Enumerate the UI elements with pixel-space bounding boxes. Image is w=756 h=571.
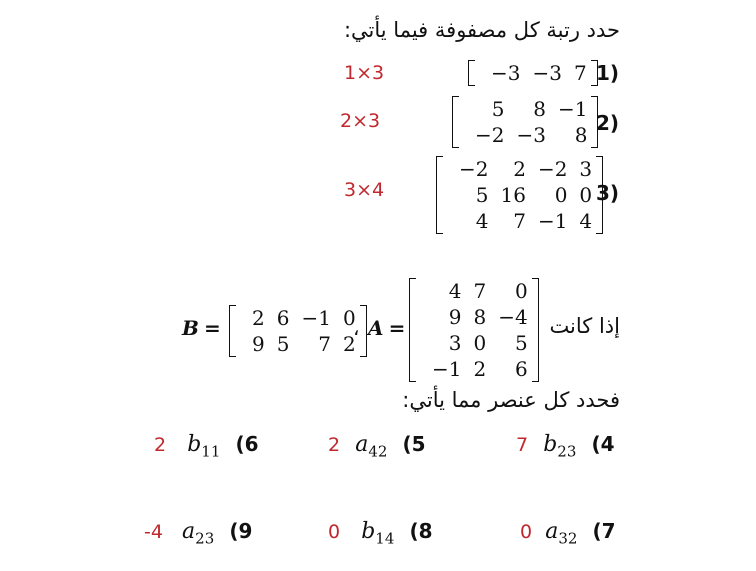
element-9-number: (9 [229, 519, 253, 543]
matrix-b-cell: 2 [342, 332, 356, 356]
matrix-3-cell: 2 [513, 157, 526, 181]
matrix-3-cell: 5 [475, 183, 489, 207]
element-6-sub: 11 [201, 442, 221, 461]
element-item-6 [154, 432, 259, 460]
matrix-a-cell: −4 [498, 305, 528, 329]
matrix-3-cell: 4 [475, 209, 489, 233]
matrix-a-cell: 2 [473, 357, 487, 381]
element-4-sub: 23 [557, 442, 577, 461]
element-item-4 [516, 432, 615, 460]
element-item-9 [144, 519, 252, 547]
problem-3-number: 3) [596, 181, 620, 205]
problem-2-answer: 2×3 [340, 110, 381, 132]
matrix-a-cell: 0 [473, 331, 487, 355]
matrix-b-cell: 7 [318, 332, 331, 356]
b-equals: = [204, 316, 221, 340]
element-4-var: b [543, 432, 558, 457]
matrix-a [409, 278, 539, 382]
matrix-2-cell: 5 [491, 97, 505, 121]
matrix-3 [436, 156, 603, 234]
elements-heading: فحدد كل عنصر مما يأتي: [402, 388, 620, 412]
separator-comma: ، [353, 316, 360, 340]
matrix-b [229, 305, 367, 357]
matrix-3-cell: 16 [500, 183, 526, 207]
matrix-b-cell: 0 [342, 306, 356, 330]
element-9-answer: -4 [144, 521, 163, 543]
matrix-3-cell: 7 [513, 209, 526, 233]
element-8-sub: 14 [375, 529, 395, 548]
element-9-var: a [182, 519, 196, 544]
element-item-5 [328, 432, 426, 460]
matrix-2-cell: −1 [557, 97, 588, 121]
matrix-2-cell: 8 [533, 97, 546, 121]
matrix-a-cell: 8 [473, 305, 487, 329]
element-4-number: (4 [591, 432, 615, 456]
matrix-a-cell: 4 [448, 279, 462, 303]
b-definition [182, 316, 221, 340]
matrix-1-cell: 7 [573, 61, 587, 85]
matrix-a-cell: 5 [514, 331, 528, 355]
matrix-a-cell: 0 [514, 279, 528, 303]
element-6-number: (6 [235, 432, 259, 456]
matrix-2-cell: −3 [516, 123, 546, 147]
matrix-1-cell: −3 [491, 61, 521, 85]
matrix-3-cell: −2 [459, 157, 489, 181]
matrix-b-cell: 2 [252, 306, 265, 330]
element-item-8 [328, 519, 433, 547]
matrix-3-cell: 0 [579, 183, 593, 207]
element-6-answer: 2 [154, 434, 167, 456]
matrix-1-cell: −3 [532, 61, 562, 85]
element-5-sub: 42 [368, 442, 388, 461]
matrix-3-cell: −1 [537, 209, 568, 233]
matrix-a-cell: −1 [432, 357, 462, 381]
a-equals: = [388, 316, 406, 340]
element-6-var: b [187, 432, 202, 457]
a-definition [368, 316, 405, 340]
matrix-a-cell: 3 [448, 331, 462, 355]
b-label: B [182, 316, 199, 340]
element-5-number: (5 [402, 432, 426, 456]
element-8-number: (8 [409, 519, 433, 543]
matrix-b-cell: 6 [276, 306, 290, 330]
element-5-var: a [355, 432, 369, 457]
problem-3-answer: 3×4 [344, 179, 385, 201]
matrix-2-cell: −2 [475, 123, 505, 147]
element-9-sub: 23 [195, 529, 215, 548]
matrix-1 [468, 60, 598, 86]
element-8-var: b [361, 519, 376, 544]
matrix-3-cell: 0 [554, 183, 568, 207]
element-7-number: (7 [592, 519, 616, 543]
matrix-2-cell: 8 [574, 123, 588, 147]
element-7-var: a [545, 519, 559, 544]
order-heading: حدد رتبة كل مصفوفة فيما يأتي: [343, 18, 620, 42]
matrix-2 [452, 96, 598, 148]
given-intro: إذا كانت [549, 314, 620, 338]
matrix-b-cell: −1 [301, 306, 331, 330]
a-label: A [368, 316, 384, 340]
matrix-3-cell: 4 [579, 209, 593, 233]
element-8-answer: 0 [328, 521, 341, 543]
element-4-answer: 7 [516, 434, 529, 456]
matrix-3-cell: 3 [579, 157, 593, 181]
matrix-b-cell: 5 [276, 332, 290, 356]
element-7-answer: 0 [520, 521, 533, 543]
element-7-sub: 32 [558, 529, 578, 548]
problem-2-number: 2) [596, 111, 620, 135]
matrix-3-cell: −2 [537, 157, 568, 181]
problem-1-answer: 1×3 [344, 62, 385, 84]
matrix-b-cell: 9 [252, 332, 265, 356]
problem-1-number: 1) [596, 61, 620, 85]
matrix-a-cell: 7 [473, 279, 487, 303]
element-item-7 [520, 519, 616, 547]
element-5-answer: 2 [328, 434, 341, 456]
matrix-a-cell: 6 [514, 357, 528, 381]
matrix-a-cell: 9 [448, 305, 462, 329]
